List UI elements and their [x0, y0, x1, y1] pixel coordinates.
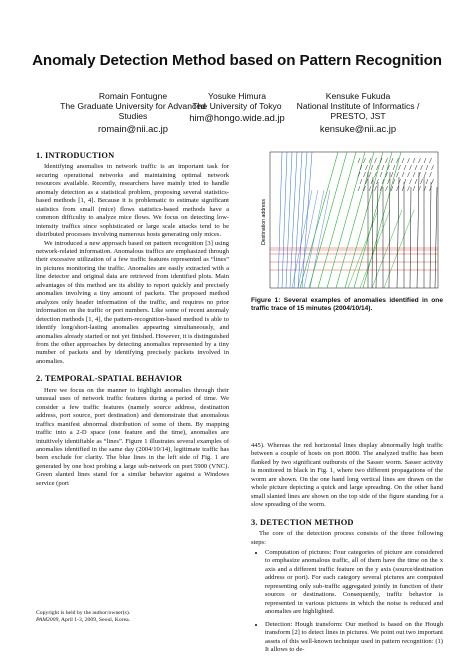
intro-paragraph-2: We introduced a new approach based on pattern recognition [3] using network-related information. Anomalous traffics are emphasized through their excessive utilization of a few traffic features represented as “lines” in pictures monitoring the traffic. Anomalies are easily extracted with a line detector and original data are retrieved from identified plots. Main advantages of this method are its ability to report quickly and precisely anomalies involving a tiny amount of packets. The proposed method analyzes only header information of the traffic, and requires no prior information on the traffic or port numbers. Like some of recent anomaly detection methods [1, 4], the pattern-recognition-based method is able to identify long/short-lasting anomalies appearing simultaneously, and anomalies already started or not yet finished. However, it is distinguished from the other approaches by detecting anomalies represented by a tiny number of packets and by identifying precisely packets involved in anomalies. — [36, 239, 229, 365]
detection-intro: The core of the detection process consists of the three following steps: — [251, 530, 443, 546]
author-email: romain@nii.ac.jp — [98, 122, 168, 134]
intro-paragraph-1: Identifying anomalies in network traffic is an important task for securing operational networks and maintaining optimal network resources available. Recently, researchers have mainly tried to handle anomaly detection as a statistical problem, proposing several statistics-based methods [1, 4]. Because it is problematic to estimate significant statistics from small (mice) flows statistics-based methods have a common difficulty to analyze mice flows. We focus on detecting low-intensity traffics since sophisticated or large scale attacks tend to be distributed processes involving numerous hosts generating only mices. — [36, 163, 229, 239]
section-heading-detection: 3. DETECTION METHOD — [251, 517, 354, 527]
footnote — [36, 610, 229, 624]
left-column — [36, 152, 229, 488]
detection-step-1: • Computation of pictures: Four categories of picture are considered to emphasize anomalous traffic, all of them have the time on the x axis and a different traffic feature on the y axis (source/destination address or port). For each category several pictures are computed representing only sub-traffic aggregated jointly in function of their sources or destinations. Consequently, traffic behavior is represented in various pictures in which the noise is reduced and anomalies are highlighted. — [265, 549, 443, 617]
section-heading-temporal-spatial: 2. TEMPORAL-SPATIAL BEHAVIOR — [36, 374, 183, 384]
detection-steps — [251, 549, 443, 654]
author-affiliation: National Institute of Informatics / PRESTO, JST — [296, 101, 420, 122]
venue-location: April 1-3, 2009, Seoul, Korea. — [60, 617, 131, 624]
figure-caption: Figure 1: Several examples of anomalies identified in one traffic trace of 15 minutes (2004/10/14). — [251, 297, 443, 313]
author-email: him@hongo.wide.ad.jp — [189, 112, 285, 124]
author-affiliation: The Graduate University for Advanced Studies — [60, 101, 206, 122]
author-affiliation: The University of Tokyo — [192, 101, 282, 112]
y-axis-label: Destination address — [261, 199, 267, 245]
anomaly-plot — [258, 150, 440, 292]
author-name: Kensuke Fukuda — [325, 91, 391, 101]
venue-name: PAM2009, — [36, 617, 60, 624]
detection-step-2: • Detection: Hough transform: Our method is based on the Hough transform [2] to detect lines in pictures. We point out two important assets of this well-known technique used in pattern recognition: (1) It allows to de- — [265, 621, 443, 655]
right-paragraph-1: 445). Whereas the red horizontal lines display abnormally high traffic between a couple of hosts on port 8000. The analyzed traffic has been flanked by two significant outbursts of the Sasser worm. Sasser activity is monitored in black in Fig. 1, where two different propagations of the worm are shown. On the one hand long vertical lines are drawn on the whole picture depicting a quick and large spreading. On the other hand small slanted lines are shown on the top side of the figure standing for a slow spreading of the worm. — [251, 442, 443, 509]
figure-1 — [258, 150, 440, 292]
author-name: Yosuke Himura — [208, 91, 266, 101]
author-email: kensuke@nii.ac.jp — [319, 122, 397, 134]
paper-title: Anomaly Detection Method based on Pattern Recognition — [32, 52, 442, 69]
temporal-paragraph-1: Here we focus on the manner to highlight anomalies through their unusual uses of network traffic features during a period of time. We consider a few traffic features (namely source address, destination address, port source, port destination) and demonstrate that anomalous traffics manifest abnormal distribution of some of them. By mapping traffic into a 2-D space (one feature and the time), anomalies are intuitively identifiable as “lines”. Figure 1 illustrates several examples of anomalies identified in the same day (2004/10/14), legitimate traffic has been exclude for clarity. The blue lines in the left side of Fig. 1 are generated by one host probing a large sub-network on port 5900 (VNC). Green slanted lines stand for a similar behavior against a Windows service (port — [36, 386, 229, 487]
copyright-note: Copyright is held by the author/owner(s). — [36, 610, 131, 616]
right-column — [251, 442, 443, 658]
author-3 — [283, 91, 433, 134]
author-name: Romain Fontugne — [98, 91, 168, 101]
section-heading-introduction: 1. INTRODUCTION — [36, 151, 115, 160]
